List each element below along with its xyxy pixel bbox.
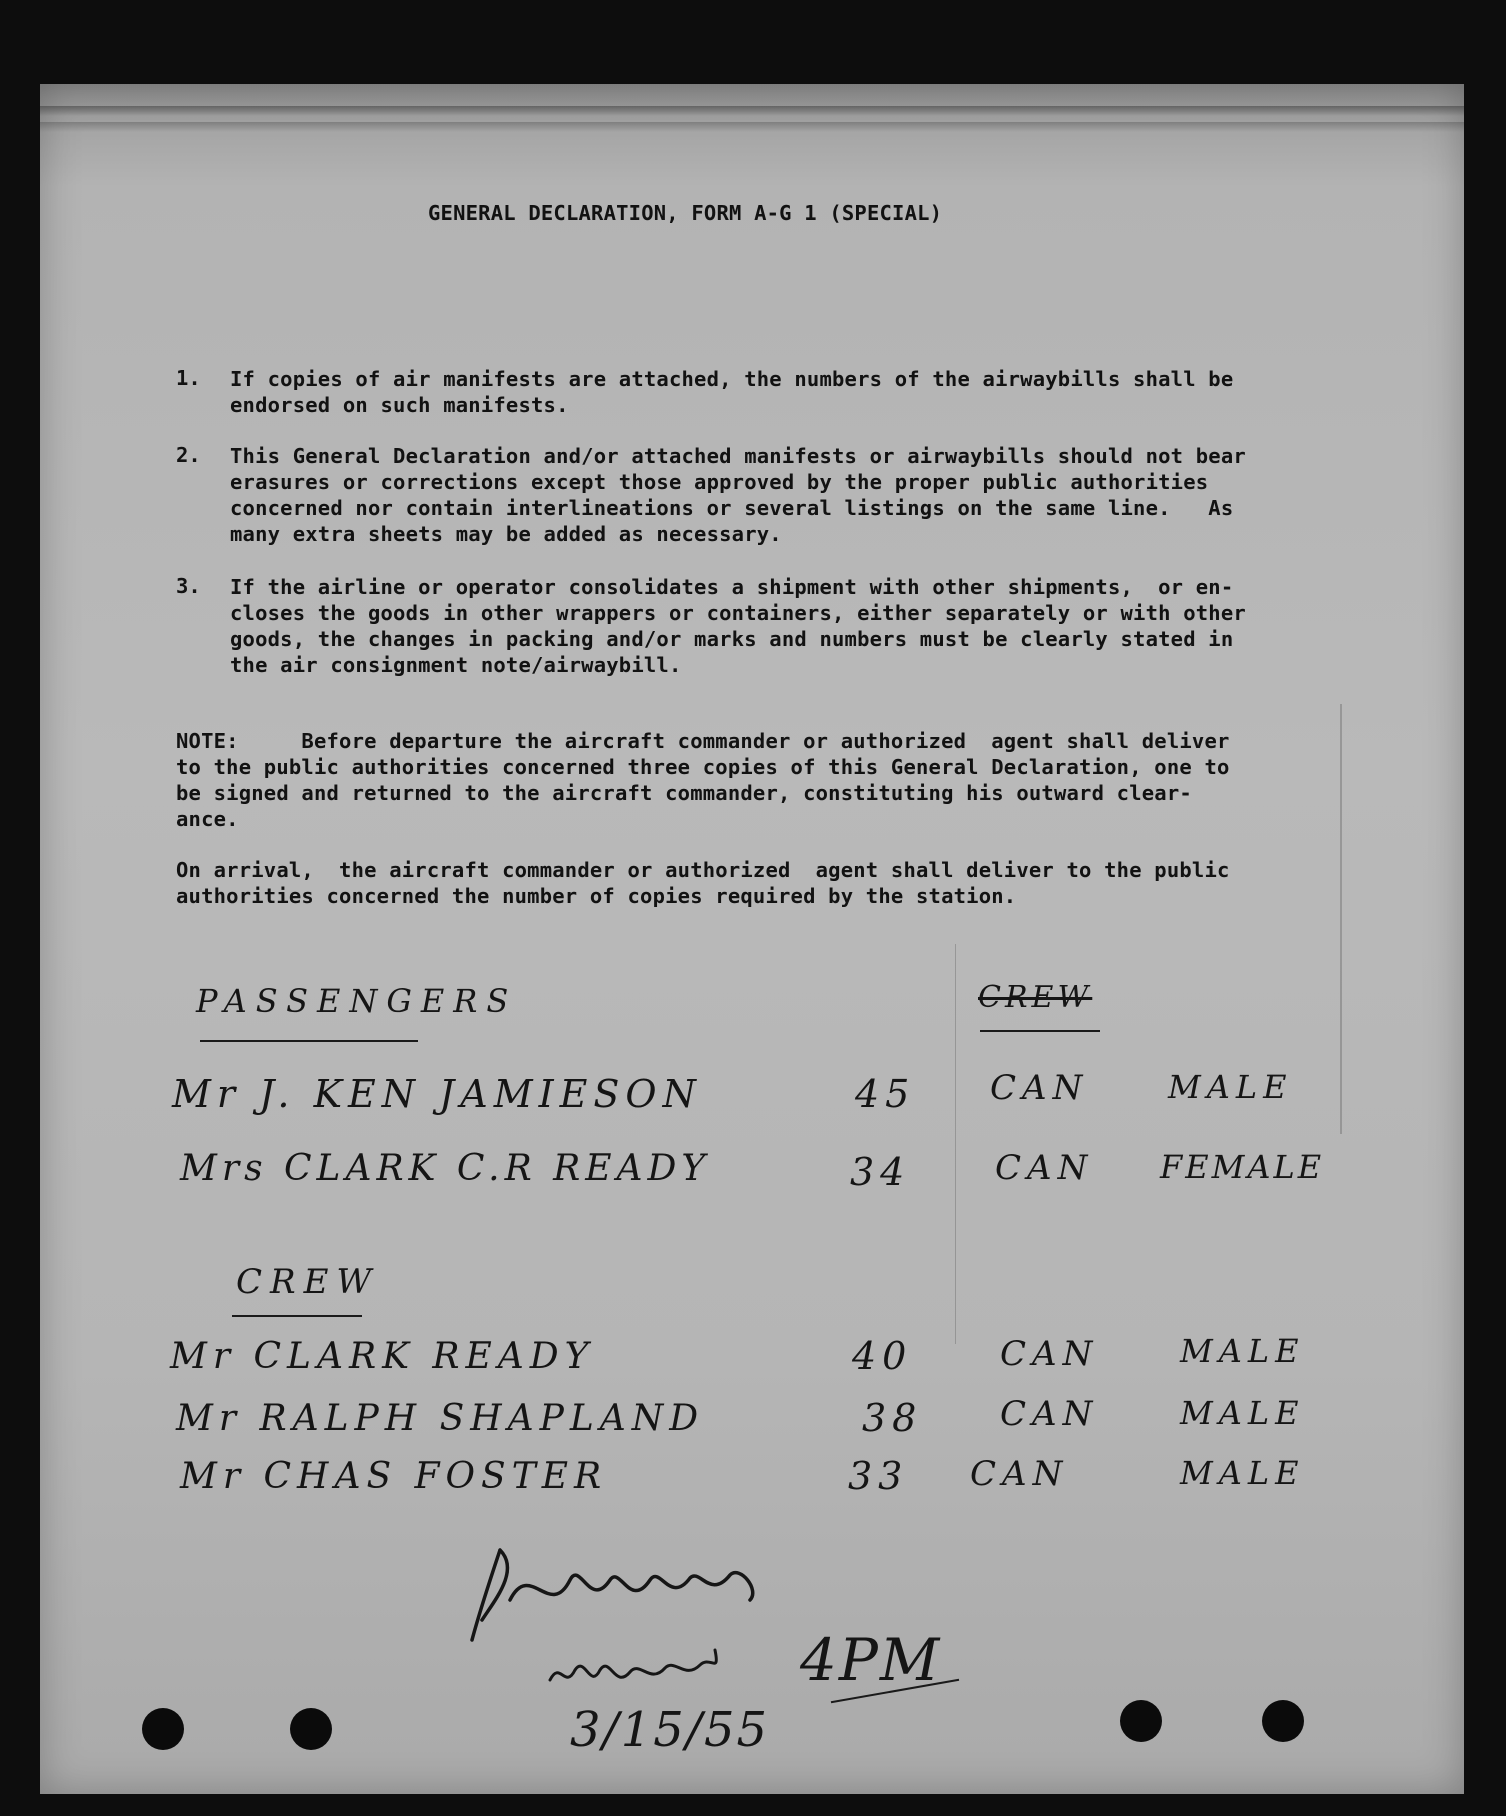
form-title: GENERAL DECLARATION, FORM A-G 1 (SPECIAL) (428, 201, 943, 225)
crew-nationality: CAN (1000, 1394, 1099, 1434)
passenger-age: 45 (855, 1072, 916, 1116)
signature-date: 3/15/55 (570, 1702, 770, 1758)
heading-underline (232, 1315, 362, 1317)
punch-hole (290, 1708, 332, 1750)
crew-age: 33 (848, 1454, 909, 1498)
item-number: 2. (176, 443, 201, 467)
passenger-nationality: CAN (990, 1068, 1089, 1108)
passenger-sex: FEMALE (1160, 1148, 1325, 1186)
crew-age: 38 (862, 1396, 923, 1440)
crew-age: 40 (852, 1334, 913, 1378)
fold-line (955, 944, 956, 1344)
heading-underline (200, 1040, 418, 1042)
passenger-name: Mrs CLARK C.R READY (180, 1148, 711, 1189)
item-3-text: If the airline or operator consolidates a shipment with other shipments, or en- closes the goods in other wrappers or containers, either separately or with other goods, the changes in packing and/or marks and numbers must be clearly stated in the air consignment note/airwaybill. (230, 575, 1246, 677)
item-2-text: This General Declaration and/or attached manifests or airwaybills should not bear erasures or corrections except those approved by the proper public authorities concerned nor contain interlineations or several listings on the same line. As many extra sheets may be added as necessary. (230, 444, 1246, 546)
heading-underline (980, 1030, 1100, 1032)
signature-time: 4PM (800, 1626, 942, 1694)
crew-name: Mr CHAS FOSTER (180, 1456, 608, 1497)
note-paragraph: NOTE: Before departure the aircraft commander or authorized agent shall deliver to the public authorities concerned three copies of this General Declaration, one to be signed and returned to the aircraft commander, constituting his outward clear- ance. (176, 729, 1230, 831)
crew-sex: MALE (1180, 1394, 1305, 1432)
signature-scribble (460, 1540, 780, 1650)
crew-nationality: CAN (970, 1454, 1069, 1494)
crew-sex: MALE (1180, 1454, 1305, 1492)
signature-title-scribble (540, 1640, 740, 1700)
crew-name: Mr CLARK READY (170, 1336, 595, 1377)
document-sheet (40, 84, 1464, 1794)
crew-name: Mr RALPH SHAPLAND (176, 1398, 705, 1439)
item-number: 1. (176, 366, 201, 390)
crossed-out-heading: CREW (978, 980, 1093, 1015)
passenger-name: Mr J. KEN JAMIESON (172, 1072, 702, 1116)
passenger-age: 34 (850, 1150, 911, 1194)
arrival-paragraph: On arrival, the aircraft commander or authorized agent shall deliver to the public authorities concerned the number of copies required by the station. (176, 858, 1230, 908)
passenger-sex: MALE (1168, 1068, 1293, 1106)
scan-band (40, 106, 1464, 116)
passenger-nationality: CAN (995, 1148, 1094, 1188)
crew-heading: CREW (236, 1262, 380, 1302)
passengers-heading: PASSENGERS (196, 982, 518, 1020)
punch-hole (142, 1708, 184, 1750)
item-1-text: If copies of air manifests are attached, the numbers of the airwaybills shall be endorsed on such manifests. (230, 367, 1234, 417)
item-number: 3. (176, 574, 201, 598)
scan-band (40, 122, 1464, 132)
crew-sex: MALE (1180, 1332, 1305, 1370)
punch-hole (1262, 1700, 1304, 1742)
crew-nationality: CAN (1000, 1334, 1099, 1374)
fold-line (1340, 704, 1342, 1134)
punch-hole (1120, 1700, 1162, 1742)
